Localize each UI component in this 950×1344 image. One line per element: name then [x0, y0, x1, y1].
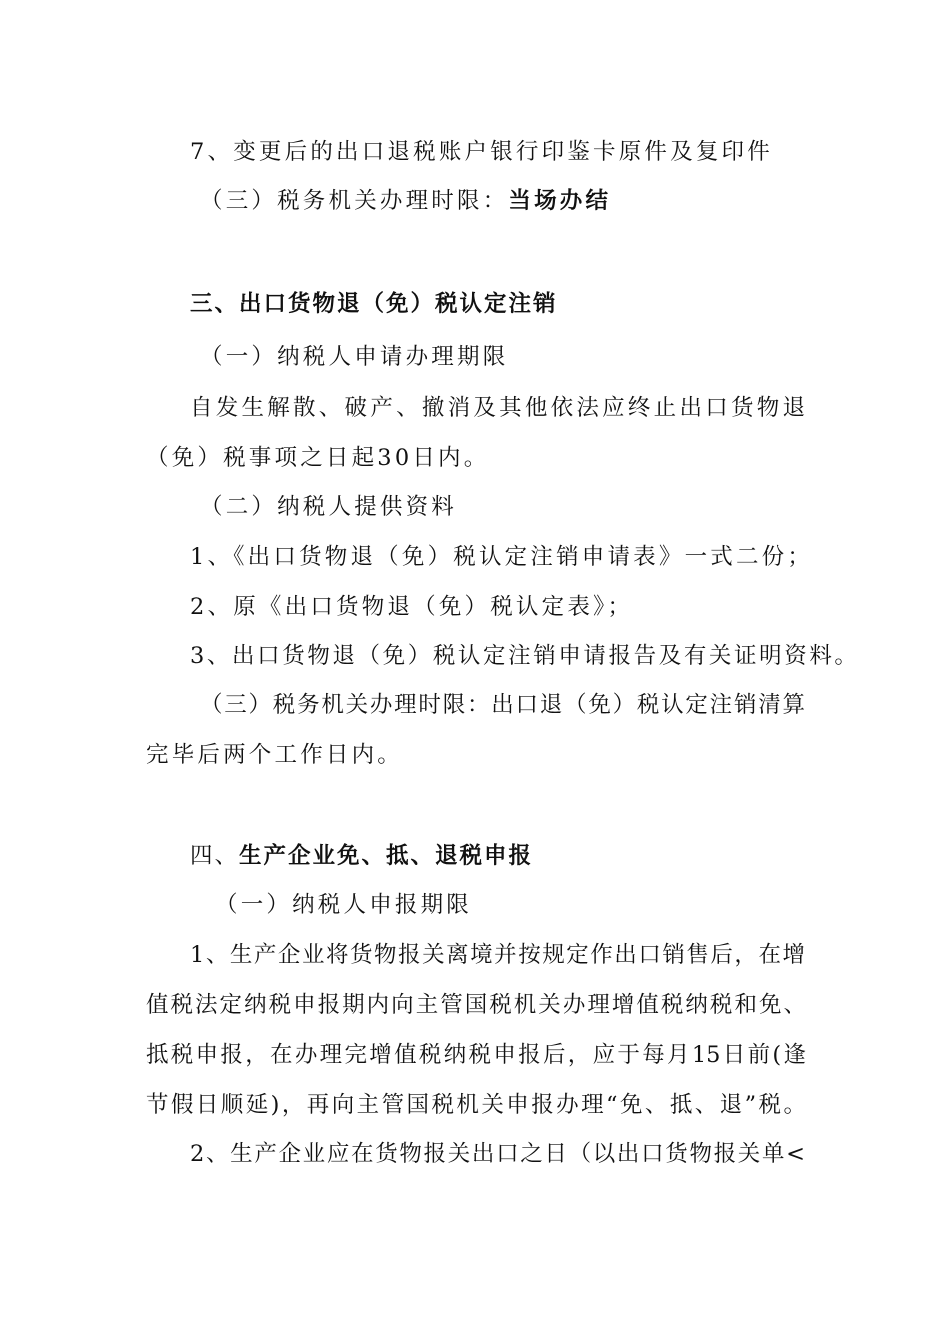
section-3-sub-3-line-1: （三）税务机关办理时限：出口退（免）税认定注销清算: [200, 692, 805, 718]
section-3-sub-1: （一）纳税人申请办理期限: [200, 344, 509, 370]
section-3-item-3: 3、出口货物退（免）税认定注销申请报告及有关证明资料。: [190, 643, 860, 669]
section-4-sub-1: （一）纳税人申报期限: [215, 892, 473, 918]
section-4-heading-prefix: 四、: [190, 843, 240, 869]
section-4-p1-line-3: 抵税申报，在办理完增值税纳税申报后，应于每月15日前(逢: [146, 1042, 806, 1068]
section-4-p1-line-1: 1、生产企业将货物报关离境并按规定作出口销售后，在增: [190, 942, 805, 968]
processing-time-value: 当场办结: [508, 188, 612, 214]
section-3-sub-1-text-line-1: 自发生解散、破产、撤消及其他依法应终止出口货物退: [190, 395, 805, 421]
list-item-7: 7、变更后的出口退税账户银行印鉴卡原件及复印件: [190, 139, 773, 165]
section-4-p1-line-2: 值税法定纳税申报期内向主管国税机关办理增值税纳税和免、: [146, 992, 806, 1018]
section-4-heading: [190, 841, 533, 871]
processing-time-line: [200, 186, 611, 216]
section-3-sub-2: （二）纳税人提供资料: [200, 494, 458, 520]
section-3-heading: 三、出口货物退（免）税认定注销: [190, 291, 558, 317]
section-3-sub-3-line-2: 完毕后两个工作日内。: [146, 742, 404, 768]
section-4-heading-title: 生产企业免、抵、退税申报: [239, 843, 534, 869]
section-3-sub-1-text-line-2: （免）税事项之日起30日内。: [146, 445, 490, 471]
section-4-p1-line-4: 节假日顺延)，再向主管国税机关申报办理“免、抵、退”税。: [146, 1092, 806, 1118]
section-4-p2-line-1: 2、生产企业应在货物报关出口之日（以出口货物报关单<: [190, 1141, 805, 1167]
processing-time-label: （三）税务机关办理时限：: [200, 188, 509, 214]
section-3-item-2: 2、原《出口货物退（免）税认定表》；: [190, 594, 634, 620]
section-3-item-1: 1、《出口货物退（免）税认定注销申请表》一式二份；: [190, 544, 814, 570]
